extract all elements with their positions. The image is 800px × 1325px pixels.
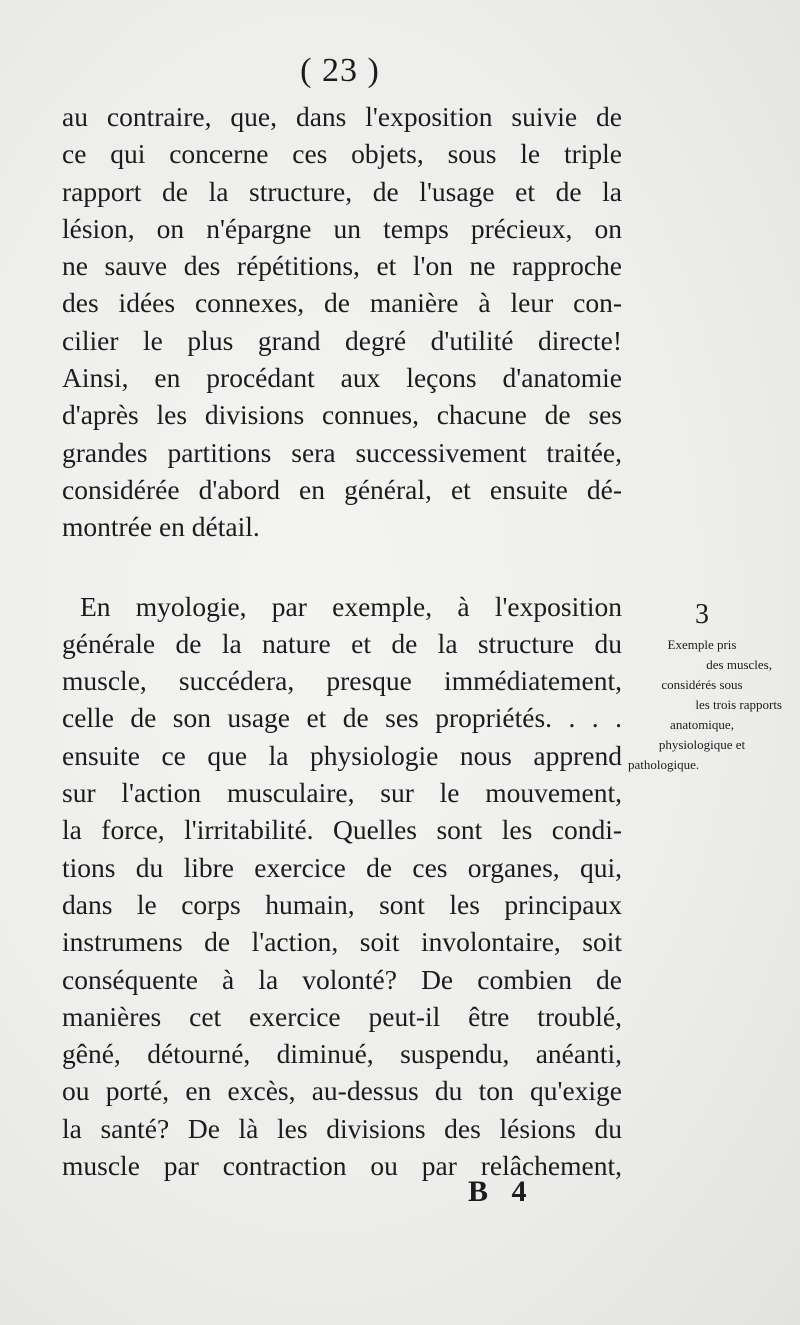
text-line: ensuite ce que la physiologie nous apprend: [62, 739, 622, 771]
margin-note: [622, 597, 782, 775]
margin-note-number: 3: [695, 599, 709, 630]
text-line: grandes partitions sera successivement traitée,: [62, 436, 622, 468]
text-line: conséquente à la volonté? De combien de: [62, 963, 622, 995]
text-line: au contraire, que, dans l'exposition suivie de: [62, 101, 622, 132]
text-line: manières cet exercice peut-il être troublé,: [62, 1000, 622, 1032]
text-line: d'après les divisions connues, chacune de ses: [62, 399, 622, 431]
text-line: la force, l'irritabilité. Quelles sont les condi-: [62, 814, 622, 846]
margin-note-text: [622, 635, 782, 775]
body-text: [62, 98, 622, 1184]
text-line: considérée d'abord en général, et ensuite dé-: [62, 473, 622, 505]
margin-note-line: des muscles,: [706, 657, 772, 672]
text-line: gêné, détourné, diminué, suspendu, anéanti,: [62, 1038, 622, 1070]
text-line: celle de son usage et de ses propriétés. . . .: [62, 702, 622, 734]
text-line: En myologie, par exemple, à l'exposition: [80, 590, 622, 622]
text-line: sur l'action musculaire, sur le mouvement,: [62, 777, 622, 809]
page-number: ( 23 ): [300, 52, 380, 89]
text-line: des idées connexes, de manière à leur con-: [62, 287, 622, 319]
text-line: lésion, on n'épargne un temps précieux, on: [62, 212, 622, 244]
text-line: tions du libre exercice de ces organes, qui,: [62, 851, 622, 883]
text-line: Ainsi, en procédant aux leçons d'anatomie: [62, 362, 622, 394]
margin-note-line: physiologique et: [658, 737, 746, 752]
signature-mark: B 4: [468, 1175, 535, 1208]
text-line: rapport de la structure, de l'usage et de la: [62, 175, 622, 207]
margin-note-line: considérés sous: [661, 677, 743, 692]
paragraph-gap: [62, 546, 622, 588]
text-line: muscle, succédera, presque immédiatement,: [62, 665, 622, 697]
text-line: la santé? De là les divisions des lésions du: [62, 1112, 622, 1144]
text-line: ou porté, en excès, au-dessus du ton qu'exige: [62, 1075, 622, 1107]
text-line: instrumens de l'action, soit involontaire, soit: [62, 926, 622, 958]
text-line: muscle par contraction ou par relâchement,: [62, 1150, 622, 1182]
margin-note-line: les trois rapports: [695, 697, 782, 712]
text-line: montrée en détail.: [62, 511, 260, 543]
text-line: ne sauve des répétitions, et l'on ne rapproche: [62, 250, 622, 282]
margin-note-line: pathologique.: [628, 757, 700, 772]
margin-note-line: Exemple pris: [667, 637, 737, 652]
text-line: cilier le plus grand degré d'utilité directe!: [62, 324, 622, 356]
text-line: dans le corps humain, sont les principaux: [62, 888, 622, 920]
margin-note-line: anatomique,: [670, 717, 734, 732]
text-line: ce qui concerne ces objets, sous le triple: [62, 138, 622, 170]
text-line: générale de la nature et de la structure du: [62, 627, 622, 659]
